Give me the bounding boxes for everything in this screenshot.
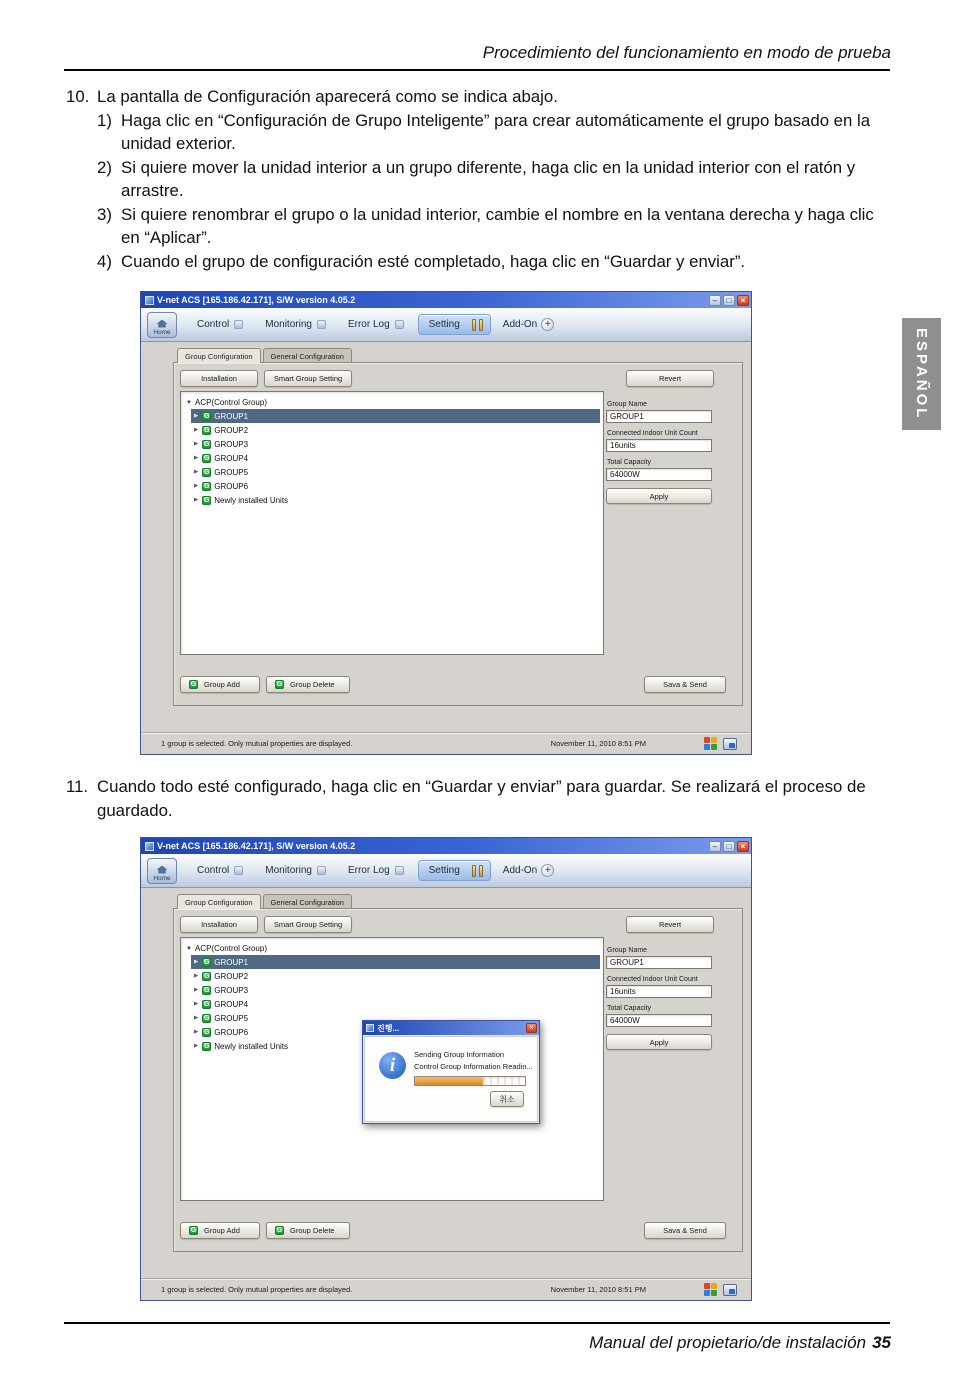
tree-item-group6[interactable]: ▶ G GROUP6 xyxy=(194,481,249,491)
status-message: 1 group is selected. Only mutual properties are displayed. xyxy=(161,1285,353,1294)
group-icon: G xyxy=(190,681,197,688)
collapsed-icon: ▶ xyxy=(194,455,199,461)
revert-button[interactable]: Revert xyxy=(626,916,714,933)
save-and-send-button[interactable]: Sava & Send xyxy=(644,676,726,693)
collapsed-icon: ▶ xyxy=(194,497,199,503)
substep-number: 4) xyxy=(97,251,112,271)
minimize-button[interactable]: – xyxy=(709,841,721,852)
monitor-icon[interactable] xyxy=(723,738,737,750)
substep-text: Haga clic en “Configuración de Grupo Inteligente” para crear automáticamente el grupo basado en la unidad exterior. xyxy=(121,110,871,153)
status-message: 1 group is selected. Only mutual properties are displayed. xyxy=(161,739,353,748)
monitoring-icon xyxy=(317,866,326,875)
revert-button[interactable]: Revert xyxy=(626,370,714,387)
group-icon: G xyxy=(204,1028,210,1036)
subtab-general-configuration[interactable]: General Configuration xyxy=(263,348,352,363)
language-tab-label: ESPAÑOL xyxy=(913,327,930,421)
info-icon: i xyxy=(379,1052,406,1079)
substep-number: 3) xyxy=(97,204,112,224)
group-icon: G xyxy=(204,1042,210,1050)
dialog-titlebar[interactable] xyxy=(363,1021,539,1035)
maximize-button[interactable]: □ xyxy=(723,841,735,852)
setting-tools-icon xyxy=(472,319,483,331)
tree-item-group3[interactable]: ▶ G GROUP3 xyxy=(194,985,249,995)
collapsed-icon: ▶ xyxy=(194,483,199,489)
group-name-label: Group Name xyxy=(607,401,648,408)
step-10-substep-2 xyxy=(97,156,892,203)
collapsed-icon: ▶ xyxy=(194,469,199,475)
smart-group-setting-button[interactable]: Smart Group Setting xyxy=(264,370,352,387)
group-icon: G xyxy=(204,440,210,448)
group-delete-button[interactable]: G Group Delete xyxy=(266,1222,350,1239)
collapsed-icon: ▶ xyxy=(194,441,199,447)
step-10-substep-1 xyxy=(97,109,892,156)
collapsed-icon: ▶ xyxy=(194,959,199,965)
tab-monitoring[interactable]: Monitoring xyxy=(255,860,338,881)
group-add-button[interactable]: G Group Add xyxy=(180,676,260,693)
step-10-substep-4 xyxy=(97,250,892,274)
tree-item-group4[interactable]: ▶ G GROUP4 xyxy=(194,999,249,1009)
main-nav xyxy=(141,308,751,342)
status-icons xyxy=(704,737,737,750)
screenshot-saving-progress xyxy=(140,837,752,1301)
error-log-icon xyxy=(395,320,404,329)
collapsed-icon: ▶ xyxy=(194,427,199,433)
plus-icon: + xyxy=(541,318,554,331)
progress-bar xyxy=(414,1076,526,1086)
window-titlebar[interactable] xyxy=(141,292,751,308)
header-rule xyxy=(64,69,890,71)
tree-item-group2[interactable]: ▶ G GROUP2 xyxy=(194,971,249,981)
collapsed-icon: ▶ xyxy=(194,1043,199,1049)
save-and-send-button[interactable]: Sava & Send xyxy=(644,1222,726,1239)
dialog-app-icon xyxy=(366,1024,374,1032)
subtab-group-configuration[interactable]: Group Configuration xyxy=(177,348,261,363)
home-label: Home xyxy=(153,328,171,336)
collapsed-icon: ▶ xyxy=(194,1029,199,1035)
vnet-acs-window xyxy=(140,291,752,755)
language-tab-espanol xyxy=(902,318,941,430)
config-subtabs xyxy=(177,348,354,363)
group-icon: G xyxy=(204,958,210,966)
tree-item-newly-installed-units[interactable]: ▶ G Newly installed Units xyxy=(194,1041,289,1051)
expanded-icon: ▼ xyxy=(186,399,192,406)
subtab-group-configuration[interactable]: Group Configuration xyxy=(177,894,261,909)
group-icon: G xyxy=(204,412,210,420)
tab-error-log[interactable]: Error Log xyxy=(338,860,416,881)
collapsed-icon: ▶ xyxy=(194,1015,199,1021)
unit-count-input[interactable] xyxy=(606,439,712,452)
tree-root-acp[interactable]: ▼ ACP(Control Group) xyxy=(186,398,267,407)
step-11-text: Cuando todo esté configurado, haga clic en “Guardar y enviar” para guardar. Se realizará el proceso de guardado. xyxy=(97,777,866,820)
substep-number: 2) xyxy=(97,157,112,177)
total-capacity-label: Total Capacity xyxy=(607,459,651,466)
tree-item-group5[interactable]: ▶ G GROUP5 xyxy=(194,1013,249,1023)
group-icon: G xyxy=(204,454,210,462)
subtab-general-configuration[interactable]: General Configuration xyxy=(263,894,352,909)
unit-count-label: Connected Indoor Unit Count xyxy=(607,430,698,437)
tab-monitoring[interactable]: Monitoring xyxy=(255,314,338,335)
page-footer xyxy=(589,1333,891,1353)
group-icon: G xyxy=(276,1227,283,1234)
dialog-message-line2: Control Group Information Readin... xyxy=(414,1062,533,1071)
status-bar xyxy=(141,732,751,754)
status-datetime: November 11, 2010 8:51 PM xyxy=(550,1285,646,1294)
group-icon: G xyxy=(190,1227,197,1234)
group-name-input[interactable] xyxy=(606,956,712,969)
group-properties xyxy=(606,947,712,1050)
maximize-button[interactable]: □ xyxy=(723,295,735,306)
tab-setting[interactable]: Setting xyxy=(418,314,491,335)
substep-number: 1) xyxy=(97,110,112,130)
step-11-number: 11. xyxy=(66,777,89,796)
group-icon: G xyxy=(204,1000,210,1008)
control-icon xyxy=(234,320,243,329)
footer-rule xyxy=(64,1322,890,1324)
tab-control[interactable]: Control xyxy=(187,860,255,881)
config-subtabs xyxy=(177,894,354,909)
total-capacity-input[interactable] xyxy=(606,1014,712,1027)
group-icon: G xyxy=(204,986,210,994)
window-titlebar[interactable] xyxy=(141,838,751,854)
main-nav xyxy=(141,854,751,888)
group-icon: G xyxy=(276,681,283,688)
color-grid-icon[interactable] xyxy=(704,1283,717,1296)
error-log-icon xyxy=(395,866,404,875)
progress-dialog xyxy=(362,1020,540,1124)
collapsed-icon: ▶ xyxy=(194,1001,199,1007)
group-icon: G xyxy=(204,482,210,490)
close-button[interactable]: × xyxy=(737,841,749,852)
screenshot-configuration xyxy=(140,291,752,755)
step-10-number: 10. xyxy=(66,87,90,106)
status-icons xyxy=(704,1283,737,1296)
tab-setting[interactable]: Setting xyxy=(418,860,491,881)
substep-text: Cuando el grupo de configuración esté completado, haga clic en “Guardar y enviar”. xyxy=(121,251,746,271)
tab-home[interactable] xyxy=(147,858,177,884)
dialog-message-line1: Sending Group Information xyxy=(414,1050,505,1059)
tab-add-on[interactable]: Add-On + xyxy=(493,859,566,882)
plus-icon: + xyxy=(541,864,554,877)
expanded-icon: ▼ xyxy=(186,945,192,952)
apply-button[interactable]: Apply xyxy=(606,488,712,504)
group-icon: G xyxy=(204,468,210,476)
group-properties xyxy=(606,401,712,504)
close-button[interactable]: × xyxy=(737,295,749,306)
unit-count-input[interactable] xyxy=(606,985,712,998)
window-title: V-net ACS [165.186.42.171], S/W version 4.05.2 xyxy=(157,841,356,851)
tree-item-group4[interactable]: ▶ G GROUP4 xyxy=(194,453,249,463)
apply-button[interactable]: Apply xyxy=(606,1034,712,1050)
smart-group-setting-button[interactable]: Smart Group Setting xyxy=(264,916,352,933)
window-body xyxy=(141,342,751,732)
monitoring-icon xyxy=(317,320,326,329)
app-icon xyxy=(145,296,154,305)
color-grid-icon[interactable] xyxy=(704,737,717,750)
footer-page-number: 35 xyxy=(872,1333,891,1352)
tab-add-on[interactable]: Add-On + xyxy=(493,313,566,336)
group-tree xyxy=(180,391,604,655)
group-configuration-panel xyxy=(173,362,743,706)
group-icon: G xyxy=(204,972,210,980)
page-header-title: Procedimiento del funcionamiento en modo de prueba xyxy=(482,43,891,62)
step-10 xyxy=(66,85,892,273)
installation-button[interactable]: Installation xyxy=(180,916,258,933)
installation-button[interactable]: Installation xyxy=(180,370,258,387)
step-10-substep-3 xyxy=(97,203,892,250)
dialog-title: 진행... xyxy=(377,1023,400,1033)
tree-item-group1[interactable]: ▶ G GROUP1 xyxy=(191,409,600,423)
group-delete-button[interactable]: G Group Delete xyxy=(266,676,350,693)
dialog-close-button[interactable]: × xyxy=(526,1023,537,1033)
group-name-input[interactable] xyxy=(606,410,712,423)
substep-text: Si quiere renombrar el grupo o la unidad interior, cambie el nombre en la ventana derecha y haga clic en “Aplicar”. xyxy=(121,204,874,247)
unit-count-label: Connected Indoor Unit Count xyxy=(607,976,698,983)
group-icon: G xyxy=(204,496,210,504)
status-datetime: November 11, 2010 8:51 PM xyxy=(550,739,646,748)
tree-item-group5[interactable]: ▶ G GROUP5 xyxy=(194,467,249,477)
tree-item-newly-installed-units[interactable]: ▶ G Newly installed Units xyxy=(194,495,289,505)
minimize-button[interactable]: – xyxy=(709,295,721,306)
tree-item-group2[interactable]: ▶ G GROUP2 xyxy=(194,425,249,435)
setting-tools-icon xyxy=(472,865,483,877)
progress-fill xyxy=(415,1077,483,1085)
window-title: V-net ACS [165.186.42.171], S/W version 4.05.2 xyxy=(157,295,356,305)
app-icon xyxy=(145,842,154,851)
group-icon: G xyxy=(204,426,210,434)
group-icon: G xyxy=(204,1014,210,1022)
tab-control[interactable]: Control xyxy=(187,314,255,335)
substep-text: Si quiere mover la unidad interior a un grupo diferente, haga clic en la unidad interior con el ratón y arrastre. xyxy=(121,157,856,200)
tree-root-acp[interactable]: ▼ ACP(Control Group) xyxy=(186,944,267,953)
monitor-icon[interactable] xyxy=(723,1284,737,1296)
group-add-button[interactable]: G Group Add xyxy=(180,1222,260,1239)
home-label: Home xyxy=(153,874,171,882)
step-11 xyxy=(66,775,892,822)
cancel-button[interactable]: 취소 xyxy=(490,1091,524,1107)
tab-home[interactable] xyxy=(147,312,177,338)
tree-item-group6[interactable]: ▶ G GROUP6 xyxy=(194,1027,249,1037)
control-icon xyxy=(234,866,243,875)
home-icon xyxy=(157,866,168,874)
status-bar xyxy=(141,1278,751,1300)
collapsed-icon: ▶ xyxy=(194,987,199,993)
collapsed-icon: ▶ xyxy=(194,973,199,979)
total-capacity-label: Total Capacity xyxy=(607,1005,651,1012)
dialog-body xyxy=(364,1036,538,1122)
window-controls xyxy=(709,295,749,306)
step-10-text: La pantalla de Configuración aparecerá como se indica abajo. xyxy=(97,87,558,106)
tab-error-log[interactable]: Error Log xyxy=(338,314,416,335)
home-icon xyxy=(157,320,168,328)
tree-item-group1[interactable]: ▶ G GROUP1 xyxy=(191,955,600,969)
window-controls xyxy=(709,841,749,852)
tree-item-group3[interactable]: ▶ G GROUP3 xyxy=(194,439,249,449)
collapsed-icon: ▶ xyxy=(194,413,199,419)
total-capacity-input[interactable] xyxy=(606,468,712,481)
group-name-label: Group Name xyxy=(607,947,648,954)
footer-text: Manual del propietario/de instalación xyxy=(589,1333,867,1352)
